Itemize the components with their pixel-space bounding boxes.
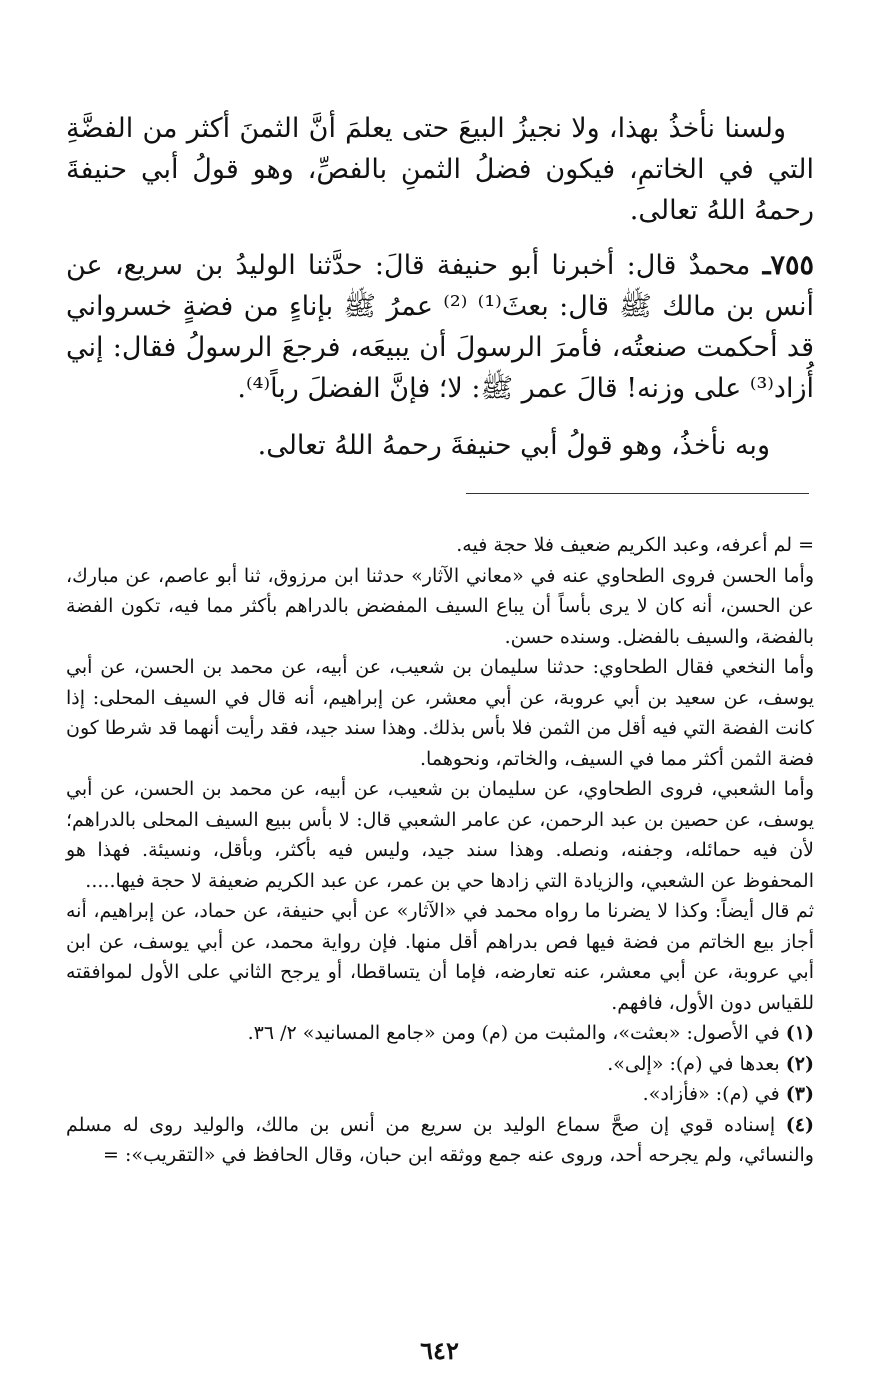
footnote-continued: = لم أعرفه، وعبد الكريم ضعيف فلا حجة فيه. — [456, 534, 814, 556]
footnote-text: في الأصول: «بعثت»، والمثبت من (م) ومن «جامع المسانيد» ٢/ ٣٦. — [247, 1022, 780, 1044]
hadith-paragraph — [66, 245, 814, 409]
footnote-1 — [66, 1018, 814, 1049]
main-paragraph-opening: ولسنا نأخذُ بهذا، ولا نجيزُ البيعَ حتى يعلمَ أنَّ الثمنَ أكثر من الفضَّةِ التي في الخاتمِ، فيكون فضلُ الثمنِ بالفصِّ، وهو قولُ أبي حنيفةَ رحمهُ اللهُ تعالى. — [66, 113, 814, 226]
footnote-4 — [66, 1110, 814, 1171]
footnote-3 — [66, 1079, 814, 1110]
footnote-paragraph: وأما الشعبي، فروى الطحاوي، عن سليمان بن شعيب، عن أبيه، عن محمد بن الحسن، عن أبي يوسف، عن حصين بن عبد الرحمن، عن عامر الشعبي قال: لا بأس ببيع السيف المحلى بالدراهم؛ لأن فيه حمائله، وجفنه، ونصله. وهذا سند جيد، وليس فيه بأكثر، وبأقل، ونسيئة. فهذا هو المحفوظ عن الشعبي، والزيادة التي زادها حي بن عمر، عن عبد الكريم ضعيفة لا حجة فيها..... — [66, 778, 814, 892]
footnote-text: إسناده قوي إن صحَّ سماع الوليد بن سريع من أنس بن مالك، والوليد روى له مسلم والنسائي، ولم يجرحه أحد، وروى عنه جمع ووثقه ابن حبان، وقال الحافظ في «التقريب»: = — [66, 1113, 814, 1166]
page-number: ٦٤٢ — [420, 1336, 459, 1365]
footnote-paragraph: وأما الحسن فروى الطحاوي عنه في «معاني الآثار» حدثنا ابن مرزوق، ثنا أبو عاصم، عن مبارك، عن الحسن، أنه كان لا يرى بأساً أن يباع السيف المفضض بالدراهم بأكثر مما فيه، تكون الفضة بالفضة، والسيف بالفضل. وسنده حسن. — [66, 564, 814, 648]
footnote-2 — [66, 1049, 814, 1080]
footnote-number: (٣) — [785, 1083, 814, 1105]
footnote-text: بعدها في (م): «إلى». — [607, 1052, 780, 1075]
main-text — [66, 108, 814, 466]
footnote-number: (١) — [785, 1022, 814, 1044]
footnote-separator — [466, 493, 809, 494]
footnotes — [66, 530, 814, 1171]
footnote-paragraph: ثم قال أيضاً: وكذا لا يضرنا ما رواه محمد في «الآثار» عن أبي حنيفة، عن حماد، عن إبراهيم، أنه أجاز بيع الخاتم من فضة فيها فص بدراهم أقل منها. فإن رواية محمد، عن أبي يوسف، عن ابن أبي عروبة، عن أبي معشر، عنه تعارضه، فإما أن يتساقطا، أو يرجح الثاني على الأول لموافقته للقياس دون الأول، فافهم. — [66, 900, 814, 1014]
footnote-number: (٢) — [785, 1052, 814, 1075]
main-paragraph-closing: وبه نأخذُ، وهو قولُ أبي حنيفةَ رحمهُ اللهُ تعالى. — [257, 430, 770, 461]
hadith-number: ٧٥٥ـ — [762, 250, 814, 281]
hadith-text: محمدٌ قال: أخبرنا أبو حنيفة قالَ: حدَّثنا الوليدُ بن سريع، عن أنس بن مالك ﷺ قال: بعثَ⁽¹⁾ ⁽²⁾ عمرُ ﷺ بإناءٍ من فضةٍ خسرواني قد أحكمت صنعتُه، فأمرَ الرسولَ أن يبيعَه، فرجعَ الرسولُ فقال: إني أُزاد⁽³⁾ على وزنه! قالَ عمر ﷺ: لا؛ فإنَّ الفضلَ رباً⁽⁴⁾. — [66, 250, 814, 404]
footnote-paragraph: وأما النخعي فقال الطحاوي: حدثنا سليمان بن شعيب، عن أبيه، عن محمد بن الحسن، عن أبي يوسف، عن سعيد بن أبي عروبة، عن أبي معشر، عن إبراهيم، أنه قال في السيف المحلى: إذا كانت الفضة التي فيه أقل من الثمن فلا بأس بذلك. وهذا سند جيد، فقد رأيت أنهما قد شرطا كون فضة الثمن أكثر مما في السيف، والخاتم، ونحوهما. — [66, 656, 814, 770]
footnote-number: (٤) — [785, 1113, 814, 1136]
footnote-text: في (م): «فأزاد». — [642, 1083, 780, 1105]
